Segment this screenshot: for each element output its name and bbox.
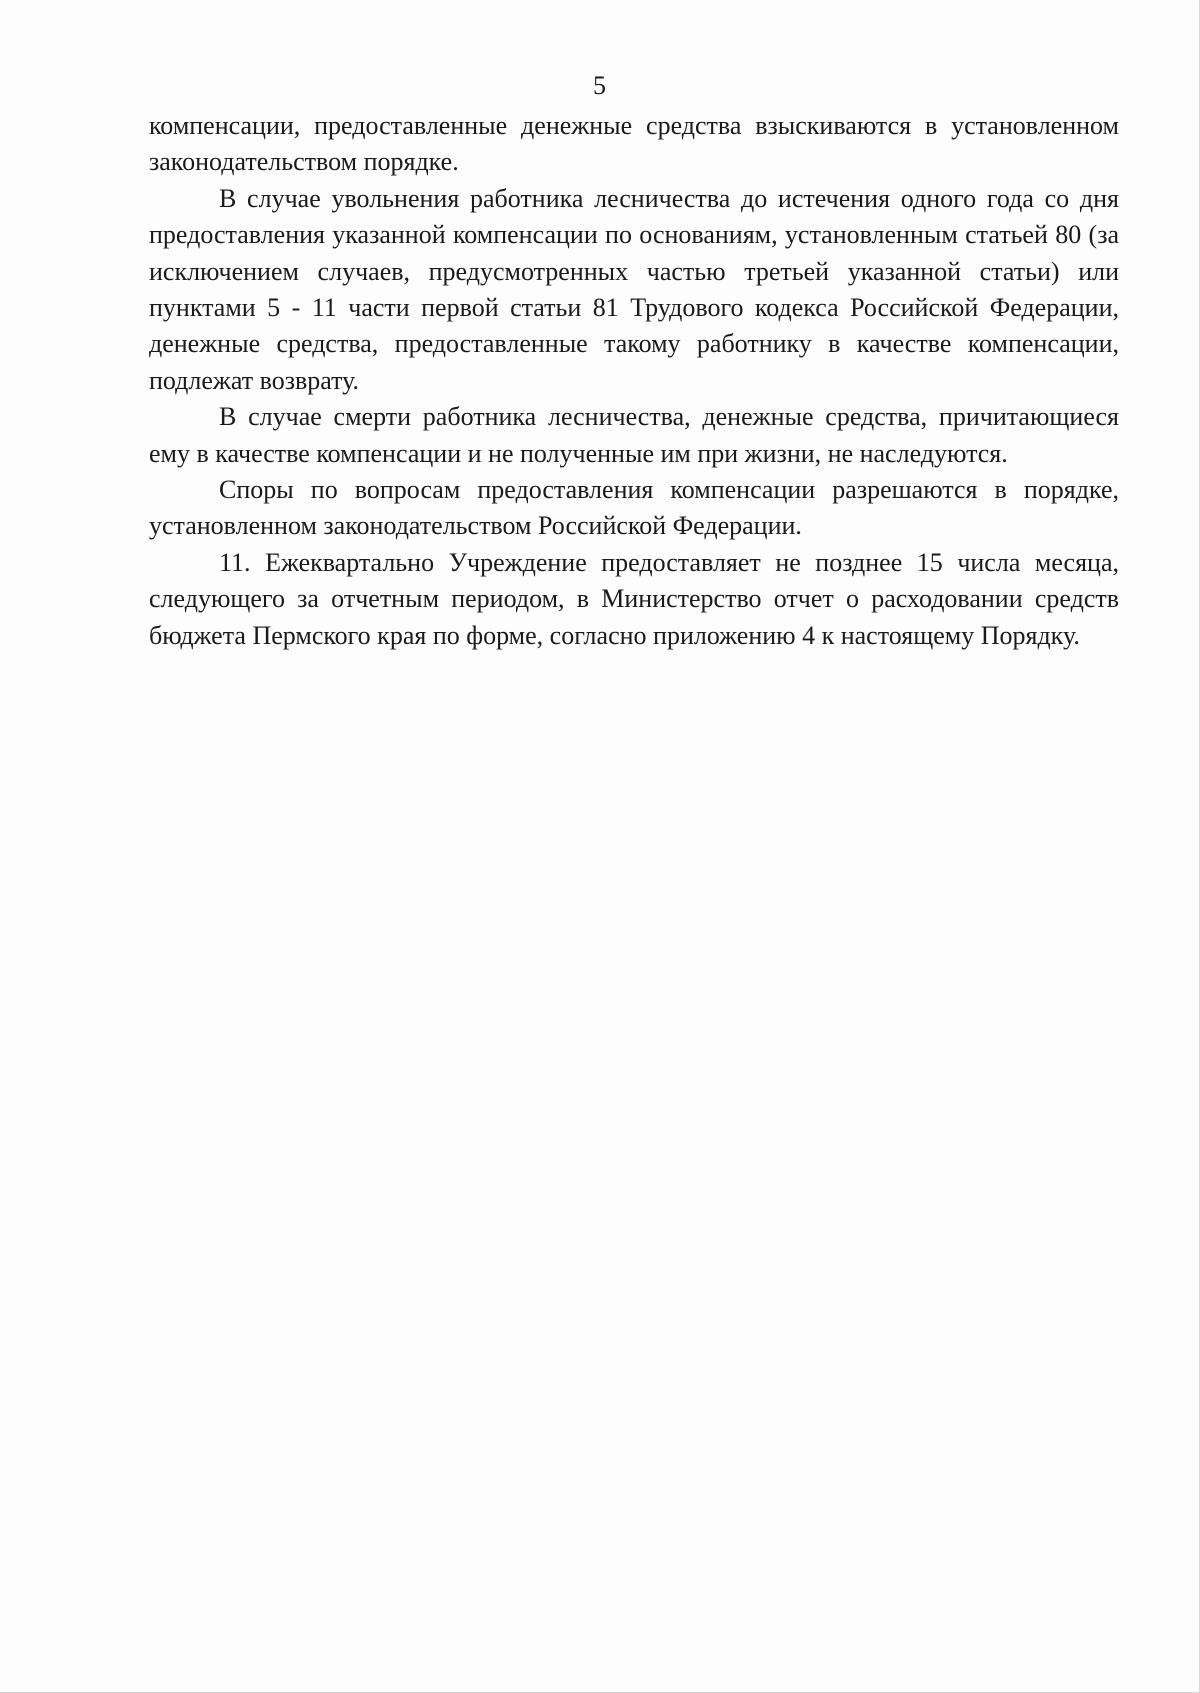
document-body [149,108,1119,654]
paragraph-death: В случае смерти работника лесничества, денежные средства, причитающиеся ему в качестве компенсации и не полученные им при жизни, не наследуются. [149,402,1119,468]
page-number: 5 [593,71,606,100]
paragraph-dismissal: В случае увольнения работника лесничества до истечения одного года со дня предоставления указанной компенсации по основаниям, установленным статьей 80 (за исключением случаев, предусмотренных частью третьей указанной статьи) или пунктами 5 - 11 части первой статьи 81 Трудового кодекса Российской Федерации, денежные средства, предоставленные такому работнику в качестве компенсации, подлежат возврату. [149,183,1119,395]
paragraph-disputes: Споры по вопросам предоставления компенсации разрешаются в порядке, установленном законодательством Российской Федерации. [149,475,1119,541]
paragraph-item-11: 11. Ежеквартально Учреждение предоставляет не позднее 15 числа месяца, следующего за отчетным периодом, в Министерство отчет о расходовании средств бюджета Пермского края по форме, согласно приложению 4 к настоящему Порядку. [149,547,1119,650]
paragraph-continuation: компенсации, предоставленные денежные средства взыскиваются в установленном законодательством порядке. [149,111,1119,177]
